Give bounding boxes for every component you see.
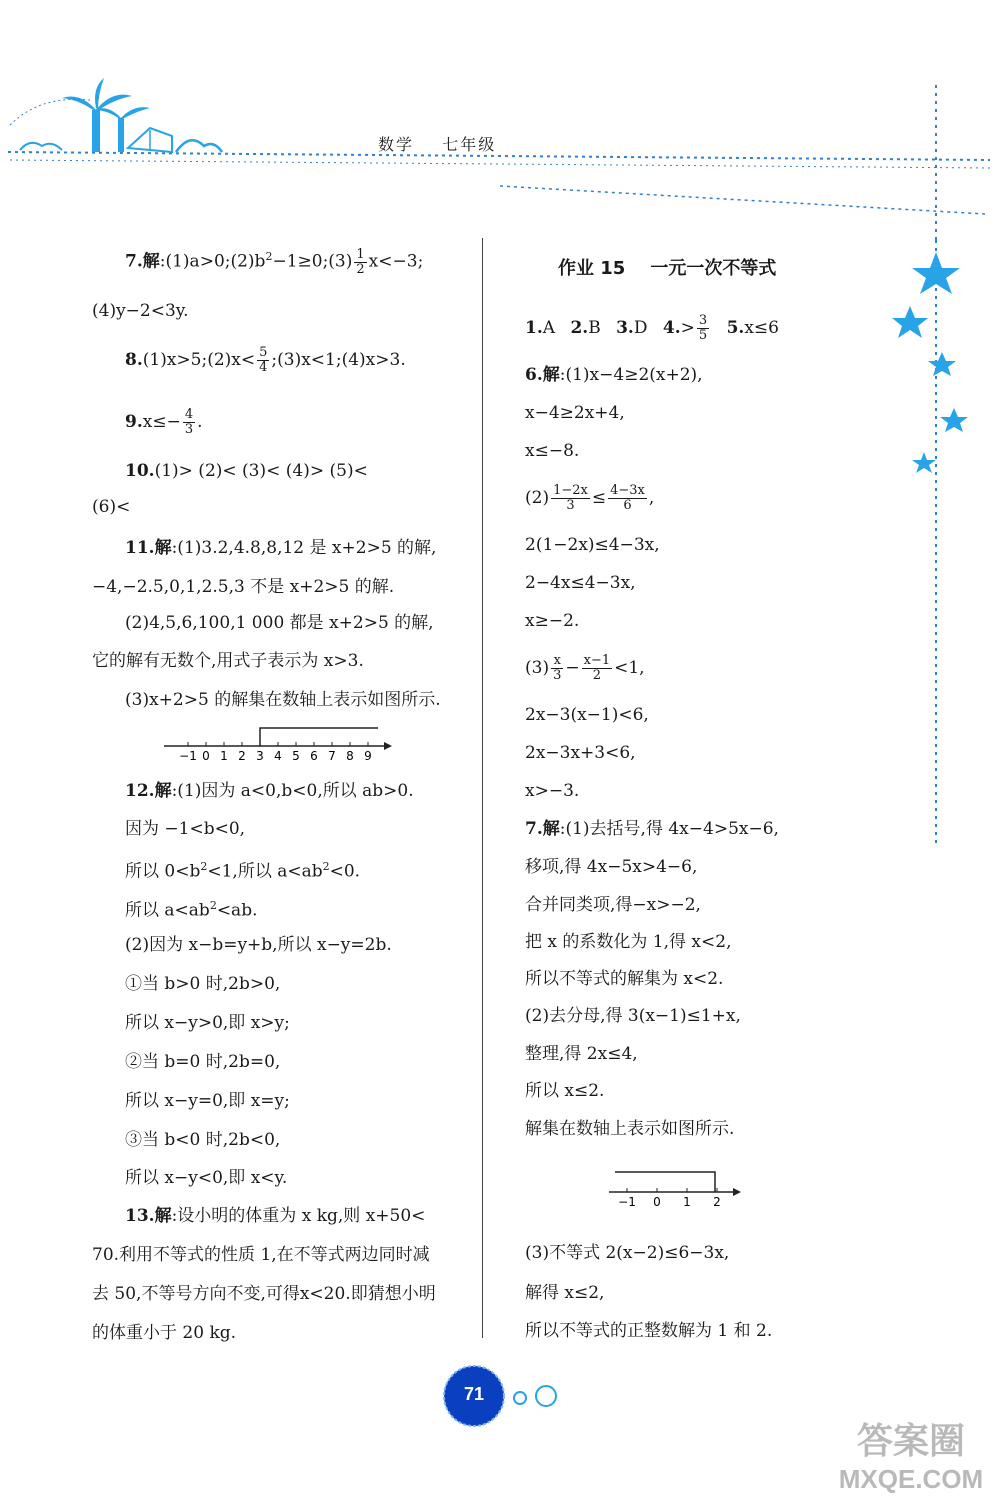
circle-icon <box>536 1386 556 1406</box>
q11-line1: 11.解:(1)3.2,4.8,8,12 是 x+2>5 的解, <box>125 538 437 558</box>
fraction: $\frac{5}{4}$ <box>259 345 268 375</box>
number-line-q11 <box>160 722 400 768</box>
q12-line3: 所以 $0<b^2<1$,所以 $a<ab^2<0$. <box>125 860 361 882</box>
q7r-line9: 解集在数轴上表示如图所示. <box>525 1119 735 1139</box>
fraction: $\frac{x-1}{2}$ <box>583 653 611 683</box>
header-grade: 七年级 <box>442 135 497 154</box>
tick-label: 6 <box>310 749 318 763</box>
q7r-line3: 合并同类项,得−x>−2, <box>525 895 701 915</box>
q7r-line1: 7.解:(1)去括号,得 4x−4>5x−6, <box>525 819 779 839</box>
q6-line6: 2−4x≤4−3x, <box>525 573 636 593</box>
q13-line2: 70.利用不等式的性质 1,在不等式两边同时减 <box>92 1245 430 1265</box>
tick-label: −1 <box>179 749 197 763</box>
tick-label: 1 <box>683 1195 691 1209</box>
q13-line3: 去 50,不等号方向不变,可得x<20.即猜想小明 <box>92 1284 436 1304</box>
tick-label: 8 <box>346 749 354 763</box>
q7-lead: 解 <box>142 251 160 272</box>
q11-line2: −4,−2.5,0,1,2.5,3 不是 x+2>5 的解. <box>92 577 395 597</box>
q6-line10: 2x−3x+3<6, <box>525 743 636 763</box>
q6-line3: x≤−8. <box>525 441 580 461</box>
star-icon <box>940 408 968 432</box>
q12-line11: 所以 x−y<0,即 x<y. <box>125 1168 288 1188</box>
star-icon <box>892 306 928 338</box>
q11-line5: (3)x+2>5 的解集在数轴上表示如图所示. <box>125 690 441 710</box>
watermark <box>826 1420 996 1494</box>
tick-label: 2 <box>238 749 246 763</box>
fraction: $\frac{4-3x}{6}$ <box>610 483 645 513</box>
q6-line5: 2(1−2x)≤4−3x, <box>525 535 660 555</box>
header-dotted-line <box>8 152 990 160</box>
q12-line7: 所以 x−y>0,即 x>y; <box>125 1013 290 1033</box>
q6-line11: x>−3. <box>525 781 580 801</box>
tick-label: 5 <box>292 749 300 763</box>
q12-line9: 所以 x−y=0,即 x=y; <box>125 1091 290 1111</box>
header-dotted-diagonal <box>500 186 985 214</box>
q12-line1: 12.解:(1)因为 a<0,b<0,所以 ab>0. <box>125 781 414 801</box>
header-subject: 数学 <box>378 135 415 154</box>
tick-label: 4 <box>274 749 282 763</box>
tick-label: 7 <box>328 749 336 763</box>
tick-label: 1 <box>220 749 228 763</box>
fraction: $\frac{4}{3}$ <box>184 407 194 437</box>
q7r-line7: 整理,得 2x≤4, <box>525 1044 638 1064</box>
q12-line6: ①当 b>0 时,2b>0, <box>125 974 281 994</box>
q1-5-line: 1.A 2.B 3.D 4.> $\frac{3}{5}$ 5.x≤6 <box>525 313 779 343</box>
q7r-line6: (2)去分母,得 3(x−1)≤1+x, <box>525 1006 741 1026</box>
q7r-line2: 移项,得 4x−5x>4−6, <box>525 857 698 877</box>
fraction: $\frac{1}{2}$ <box>356 246 365 277</box>
tick-label: 3 <box>256 749 264 763</box>
q12-line2: 因为 −1<b<0, <box>125 819 246 839</box>
header-curve <box>10 99 90 125</box>
q7r-line11: 解得 x≤2, <box>525 1283 605 1303</box>
star-icon <box>912 452 936 473</box>
fraction: $\frac{1-2x}{3}$ <box>553 483 588 513</box>
star-icon <box>912 252 960 294</box>
column-divider <box>482 238 483 1338</box>
q7r-line10: (3)不等式 2(x−2)≤6−3x, <box>525 1243 730 1263</box>
tick-label: 0 <box>202 749 210 763</box>
q13-line1: 13.解:设小明的体重为 x kg,则 x+50< <box>125 1206 426 1226</box>
tick-label: 0 <box>653 1195 661 1209</box>
q6-line7: x≥−2. <box>525 611 580 631</box>
page-header <box>378 132 496 155</box>
fraction: $\frac{3}{5}$ <box>698 313 708 343</box>
header-dotted-line-2 <box>10 160 990 168</box>
q6-line1: 6.解:(1)x−4≥2(x+2), <box>525 365 703 385</box>
right-margin-decoration <box>880 240 990 860</box>
q10-line1: 10.(1)> (2)< (3)< (4)> (5)< <box>125 461 368 481</box>
q7r-line8: 所以 x≤2. <box>525 1081 605 1101</box>
q12-line4: 所以 $a<ab^2<ab$. <box>125 899 258 921</box>
q7-number: 7. <box>125 251 143 272</box>
watermark-title: 答案圈 <box>856 1421 965 1462</box>
header-decoration <box>0 0 1000 240</box>
circle-icon <box>514 1392 526 1404</box>
open-book-icon <box>128 128 172 152</box>
q11-line4: 它的解有无数个,用式子表示为 x>3. <box>92 651 364 671</box>
q12-line5: (2)因为 x−b=y+b,所以 x−y=2b. <box>125 935 392 955</box>
q10-line2: (6)< <box>92 497 131 517</box>
q9-line: 9.x≤− $\frac{4}{3}$ . <box>125 407 203 437</box>
number-line-q7 <box>605 1160 755 1216</box>
section-title: 作业 15 一元一次不等式 <box>558 258 777 279</box>
q6-line2: x−4≥2x+4, <box>525 403 625 423</box>
fraction: $\frac{x}{3}$ <box>553 653 562 683</box>
q7-line2: (4)y−2<3y. <box>92 301 189 321</box>
q6-line4: (2) $\frac{1-2x}{3}$ ≤ $\frac{4-3x}{6}$ , <box>525 483 655 513</box>
tick-label: 2 <box>713 1195 721 1209</box>
q12-line10: ③当 b<0 时,2b<0, <box>125 1130 281 1150</box>
tick-label: −1 <box>618 1195 636 1209</box>
star-icon <box>928 352 956 376</box>
q11-line3: (2)4,5,6,100,1 000 都是 x+2>5 的解, <box>125 613 434 633</box>
q7r-line4: 把 x 的系数化为 1,得 x<2, <box>525 932 732 952</box>
q8-line: 8.(1)x>5;(2)x< $\frac{5}{4}$ ;(3)x<1;(4)x>3. <box>125 345 406 375</box>
q13-line4: 的体重小于 20 kg. <box>92 1323 237 1343</box>
tick-label: 9 <box>364 749 372 763</box>
page-number: 71 <box>463 1384 485 1404</box>
q7r-line12: 所以不等式的正整数解为 1 和 2. <box>525 1321 773 1341</box>
watermark-url: MXQE.COM <box>838 1464 984 1494</box>
q6-line9: 2x−3(x−1)<6, <box>525 705 649 725</box>
q6-line8: (3) $\frac{x}{3}$ − $\frac{x-1}{2}$ <1, <box>525 653 645 683</box>
q7r-line5: 所以不等式的解集为 x<2. <box>525 969 724 989</box>
q7-line1: 7.解$:(1)a>0;(2)b^2-1\ge 0;(3)$ $\frac{1}{2}$ x<−3; <box>125 246 424 277</box>
q12-line8: ②当 b=0 时,2b=0, <box>125 1052 281 1072</box>
